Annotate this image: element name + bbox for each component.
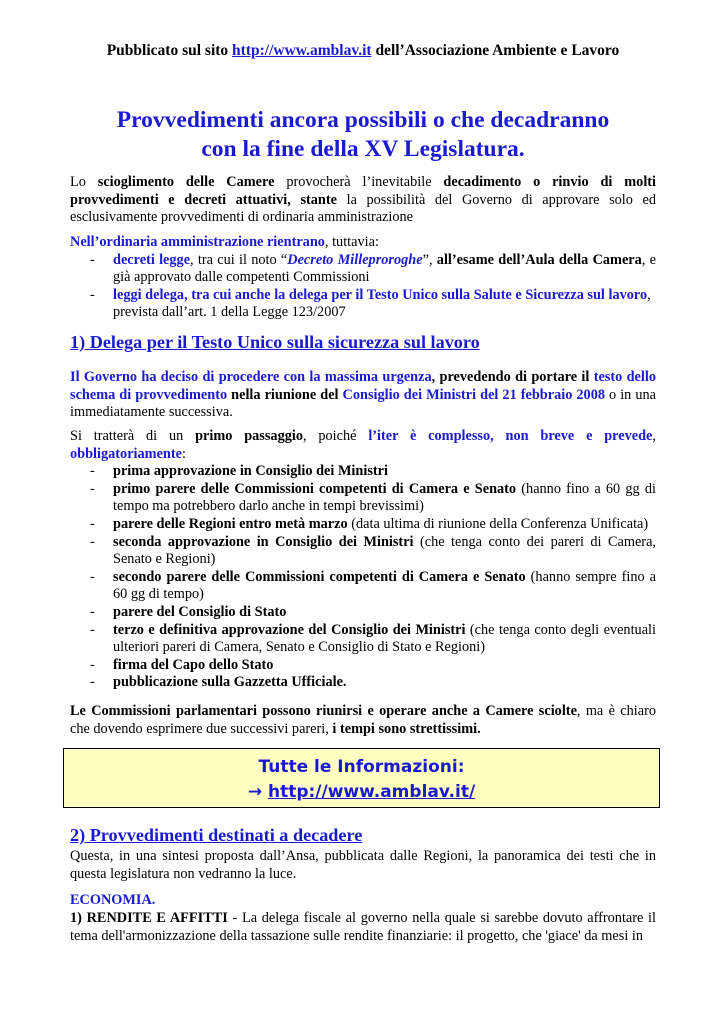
intro-text: provocherà l’inevitabile — [286, 174, 432, 190]
p1-text: o in una immediatamente successiva. — [70, 386, 656, 421]
ordinaria-lead-suffix: , tuttavia: — [324, 234, 379, 250]
section1-paragraph-1 — [70, 369, 656, 422]
step-text: (hanno sempre fino a 60 gg di tempo) — [113, 568, 656, 603]
list-item — [70, 604, 656, 622]
section2-paragraph-1: Questa, in una sintesi proposta dall’Ansa, pubblicata dalle Regioni, la panoramica dei testi che in questa legislatura non vedranno la luce. — [70, 848, 656, 882]
arrow-right-icon: → — [247, 782, 263, 802]
step-bold: terzo e definitiva approvazione del Consiglio dei Ministri — [113, 621, 466, 638]
header-site-link[interactable]: http://www.amblav.it — [232, 42, 372, 59]
list-item — [70, 674, 656, 692]
header-prefix: Pubblicato sul sito — [106, 42, 229, 59]
publication-header — [70, 42, 656, 60]
step-bold: secondo parere delle Commissioni competenti di Camera e Senato — [113, 568, 526, 585]
list-item — [70, 463, 656, 481]
header-suffix: dell’Associazione Ambiente e Lavoro — [375, 42, 620, 59]
economia-label: ECONOMIA. — [70, 892, 156, 908]
p2-text: , — [652, 428, 656, 444]
step-bold: pubblicazione sulla Gazzetta Ufficiale. — [113, 674, 347, 691]
intro-text: la possibilità del Governo di approvare solo ed esclusivamente provvedimenti di ordinaria amministrazione — [70, 191, 656, 226]
info-box-link-line — [64, 782, 659, 802]
info-box-link[interactable]: http://www.amblav.it/ — [267, 782, 476, 802]
step-bold: parere del Consiglio di Stato — [113, 603, 287, 620]
step-text: (che tenga conto degli eventuali ulteriori pareri di Camera, Senato e Consiglio di Stato e Regioni) — [113, 621, 656, 656]
section1-paragraph-2 — [70, 428, 656, 463]
item-text: , tra cui il noto “ — [190, 251, 288, 268]
p1-bold-blue: Consiglio dei Ministri del 21 febbraio 2008 — [342, 386, 605, 403]
item-text: , prevista dall’art. 1 della Legge 123/2007 — [113, 286, 651, 321]
title-line-2: con la fine della XV Legislatura. — [201, 136, 525, 162]
p2-bold-blue: l’iter è complesso, non breve e prevede — [368, 428, 653, 444]
p1-bold: nella riunione del — [231, 386, 339, 403]
info-box — [63, 748, 660, 808]
list-item — [70, 287, 656, 322]
item-bold: all’esame dell’Aula della Camera — [436, 251, 642, 268]
step-bold: primo parere delle Commissioni competenti di Camera e Senato — [113, 480, 517, 497]
item-bold: leggi delega, tra cui anche la delega per il Testo Unico sulla Salute e Sicurezza sul lavoro — [113, 286, 648, 303]
p1-bold-blue: testo dello schema di provvedimento — [70, 369, 656, 403]
item-bold: decreti legge — [113, 251, 191, 268]
p2-text: Si tratterà di un — [70, 428, 184, 444]
intro-text: Lo — [70, 174, 86, 190]
step-text: (che tenga conto dei pareri di Camera, Senato e Regioni) — [113, 533, 656, 568]
ordinaria-section — [70, 234, 656, 322]
ordinaria-lead-bold: Nell’ordinaria amministrazione rientrano — [70, 234, 325, 250]
rendite-text: - La delega fiscale al governo nella quale si sarebbe dovuto affrontare il tema dell'armonizzazione della tassazione sulle rendite finanziarie: il progetto, che 'giace' da mesi in — [70, 910, 656, 944]
ordinaria-list — [70, 252, 656, 322]
step-bold: prima approvazione in Consiglio dei Ministri — [113, 463, 388, 480]
p3-bold: Le Commissioni parlamentari possono riunirsi e operare anche a Camere sciolte — [70, 703, 577, 719]
procedure-steps-list — [70, 463, 656, 692]
list-item — [70, 516, 656, 534]
section1-paragraph-3 — [70, 703, 656, 738]
p2-text: : — [181, 445, 186, 462]
intro-paragraph — [70, 174, 656, 227]
p3-bold: i tempi sono strettissimi. — [332, 720, 481, 737]
list-item — [70, 569, 656, 604]
list-item — [70, 534, 656, 569]
section1-steps — [70, 428, 656, 692]
step-text: (hanno fino a 60 gg di tempo ma potrebbero darlo anche in tempi brevissimi) — [113, 480, 656, 515]
p2-text: , poiché — [303, 428, 357, 444]
rendite-paragraph — [70, 910, 656, 945]
p1-bold: , prevedendo di portare il — [431, 369, 590, 385]
p3-text: , ma è chiaro che dovendo esprimere due successivi pareri, — [70, 703, 656, 737]
item-italic: Decreto Milleproroghe — [287, 251, 423, 268]
intro-bold: decadimento o rinvio di molti provvedimenti e decreti attuativi, stante — [70, 174, 657, 208]
intro-bold: scioglimento delle Camere — [97, 174, 275, 190]
step-bold: seconda approvazione in Consiglio dei Ministri — [113, 533, 414, 550]
list-item — [70, 252, 656, 287]
title-line-1: Provvedimenti ancora possibili o che decadranno — [116, 107, 610, 133]
step-bold: parere delle Regioni entro metà marzo — [113, 515, 348, 532]
page-title — [70, 106, 656, 164]
item-text: , e già approvato dalle competenti Commissioni — [113, 251, 657, 286]
item-text: ”, — [422, 251, 437, 268]
p2-bold: primo passaggio — [195, 428, 303, 444]
p2-bold-blue: obbligatoriamente — [70, 445, 182, 462]
list-item — [70, 622, 656, 657]
section2-heading: 2) Provvedimenti destinati a decadere — [70, 825, 363, 845]
rendite-title: 1) RENDITE E AFFITTI — [70, 910, 228, 926]
step-text: (data ultima di riunione della Conferenza Unificata) — [347, 515, 649, 532]
info-box-title: Tutte le Informazioni: — [258, 757, 465, 777]
list-item — [70, 657, 656, 675]
section1-heading: 1) Delega per il Testo Unico sulla sicurezza sul lavoro — [70, 332, 480, 352]
p1-bold-blue: Il Governo ha deciso di procedere con la massima urgenza — [70, 369, 432, 385]
list-item — [70, 481, 656, 516]
step-bold: firma del Capo dello Stato — [113, 656, 274, 673]
ordinaria-lead — [70, 234, 656, 252]
